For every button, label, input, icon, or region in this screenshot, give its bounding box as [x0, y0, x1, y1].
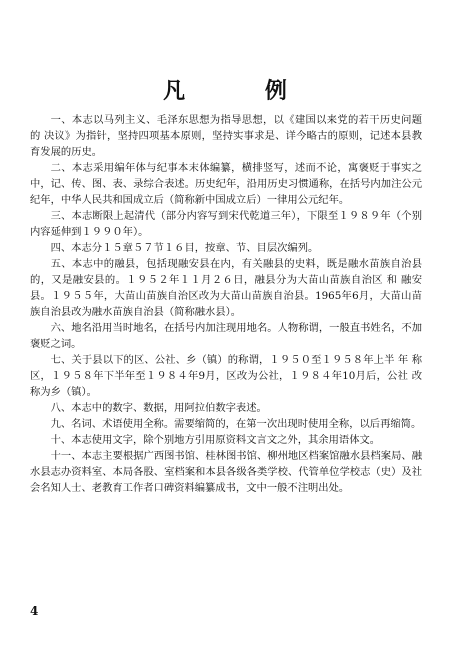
body-text: [30, 112, 422, 496]
paragraph: 十、本志使用文字，除个别地方引用原资料文言文之外，其余用语体文。: [50, 434, 381, 446]
paragraph: 四、本志分１５章５７节１６目，按章、节、目层次编列。: [50, 242, 319, 254]
paragraph: 八、本志中的数字、数据，用阿拉伯数字表述。: [50, 402, 267, 414]
paragraph: 七、关于县以下的区、公社、乡（镇）的称谓，１９５０至１９５８年上半 年 称区，１９５８年下半年至１９８４年9月，区改为公社，１９８４年10月后，公社 改 称为乡（镇）。: [30, 354, 422, 398]
paragraph: 二、本志采用编年体与纪事本末体编纂，横排竖写，述而不论，寓褒贬于事实之中，记、传、图、表、录综合表述。历史纪年，沿用历史习惯通称，在括号内加注公元纪年，中华人民共和国成立后（简称新中国成立后）一律用公元纪年。: [30, 162, 422, 206]
page-number: 4: [30, 604, 39, 618]
paragraph: 五、本志中的融县，包括现融安县在内，有关融县的史料，既是融水苗族自治县的，又是融安县的。１９５２年１１月２６日，融县分为大苗山苗族自治区 和 融安县。１９５５年，大苗山苗族自治区改为大苗山苗族自治县。1965年6月，大苗山苗族自治县改为融水苗族自治县（简称融水县）。: [30, 258, 422, 318]
paragraph: 九、名词、术语使用全称。需要缩简的，在第一次出现时使用全称，以后再缩简。: [50, 418, 422, 430]
paragraph: 六、地名沿用当时地名，在括号内加注现用地名。人物称谓，一般直书姓名，不加褒贬之词。: [30, 322, 422, 350]
paragraph: 三、本志断限上起清代（部分内容写到宋代乾道三年），下限至１９８９年（个别内容延伸到１９９０年）。: [30, 210, 422, 238]
paragraph: 十一、本志主要根据广西图书馆、桂林图书馆、柳州地区档案馆融水县档案局、融水县志办资料室、本局各股、室档案和本县各级各类学校、代管单位学校志（史）及社会名知人士、老教育工作者口碑资料编纂成书，文中一般不注明出处。: [30, 450, 422, 494]
page-title: 凡 例: [163, 79, 323, 104]
paragraph: 一、本志以马列主义、毛泽东思想为指导思想，以《建国以来党的若干历史问题 的 决议》为指针，坚持四项基本原则，坚持实事求是、详今略古的原则，记述本县教育发展的历史。: [30, 114, 422, 158]
